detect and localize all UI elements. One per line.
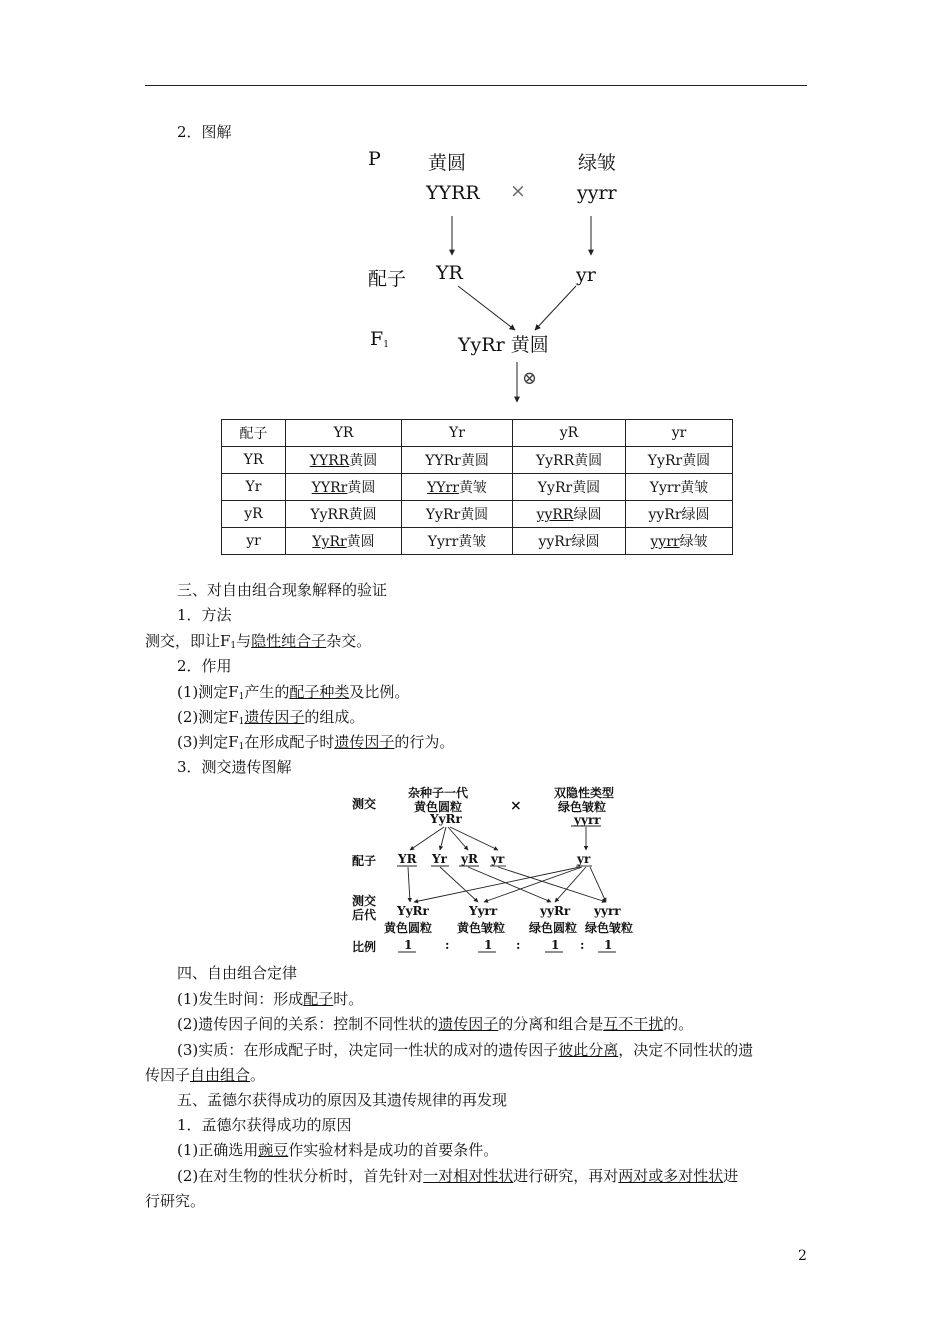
text-run: 进行研究，再对 — [513, 1167, 619, 1185]
cell-genotype: YyRR — [535, 453, 575, 469]
cell-genotype: YYRr — [311, 480, 348, 496]
f1-letter: F — [370, 328, 384, 350]
cell-genotype: Yyrr — [427, 534, 459, 550]
punnett-cell — [513, 501, 626, 528]
ratio-colon: : — [516, 938, 521, 952]
punnett-row — [222, 528, 733, 555]
punnett-row — [222, 447, 733, 474]
text-run: (1)测定F — [177, 683, 239, 701]
text-run: (3)判定F — [177, 733, 239, 751]
cross-symbol: × — [510, 180, 526, 202]
cell-genotype: yyRr — [648, 507, 682, 523]
cell-genotype: YYrr — [427, 480, 459, 496]
blank-answer: 彼此分离 — [558, 1041, 619, 1059]
offspring-genotype: yyrr — [594, 904, 621, 918]
parent1-phenotype: 黄圆 — [428, 152, 467, 174]
cell-phenotype: 黄圆 — [460, 507, 489, 523]
cell-phenotype: 黄圆 — [349, 453, 378, 469]
cell-phenotype: 黄皱 — [458, 534, 487, 550]
blank-answer: 遗传因子 — [438, 1015, 499, 1033]
row-label-offspring-2: 后代 — [352, 908, 377, 922]
role-heading: 2．作用 — [177, 657, 232, 675]
punnett-cell — [513, 474, 626, 501]
recessive-genotype: yyrr — [574, 813, 601, 827]
p-label: P — [368, 148, 381, 170]
recessive-line-1: 双隐性类型 — [554, 786, 615, 800]
row-label-cross: 测交 — [352, 797, 377, 811]
text-run: 及比例。 — [349, 683, 410, 701]
cell-genotype: YyRr — [647, 453, 683, 469]
text-run: 时。 — [333, 990, 364, 1008]
section-3-heading: 三、对自由组合现象解释的验证 — [177, 581, 388, 599]
blank-answer: 隐性纯合子 — [251, 632, 327, 650]
blank-answer: 豌豆 — [258, 1141, 289, 1159]
hybrid-line-2: 黄色圆粒 — [414, 800, 463, 814]
punnett-table — [221, 419, 733, 555]
section-5-heading: 五、孟德尔获得成功的原因及其遗传规律的再发现 — [177, 1091, 508, 1109]
blank-answer: 配子 — [303, 990, 334, 1008]
punnett-cell — [286, 474, 402, 501]
cell-phenotype: 黄圆 — [346, 534, 375, 550]
text-run: (1)正确选用 — [177, 1141, 259, 1159]
ratio-colon: : — [445, 938, 450, 952]
text-run: 杂交。 — [326, 632, 372, 650]
cell-genotype: YyRr — [425, 507, 461, 523]
blank-answer: 两对或多对性状 — [618, 1167, 724, 1185]
offspring-genotype: Yyrr — [469, 904, 498, 918]
text-run: 在形成配子时 — [244, 733, 335, 751]
parent1-genotype: YYRR — [426, 182, 480, 204]
law-essence-cont — [145, 1065, 265, 1085]
recessive-line-2: 绿色皱粒 — [558, 800, 607, 814]
role-item-2 — [177, 707, 364, 732]
row-head: yR — [222, 501, 286, 528]
col-head: YR — [286, 420, 402, 447]
row-label-offspring-1: 测交 — [352, 894, 377, 908]
blank-answer: 配子种类 — [289, 683, 350, 701]
cell-phenotype: 绿圆 — [681, 507, 710, 523]
punnett-cell — [626, 501, 733, 528]
text-run: ，决定不同性状的遗 — [618, 1041, 754, 1059]
blank-answer: 遗传因子 — [244, 708, 305, 726]
section-4-heading: 四、自由组合定律 — [177, 964, 298, 982]
col-head: yR — [513, 420, 626, 447]
diagram-heading: 3．测交遗传图解 — [177, 758, 292, 776]
cell-phenotype: 绿圆 — [573, 507, 602, 523]
punnett-cell — [402, 528, 513, 555]
role-item-1 — [177, 682, 409, 707]
punnett-cell — [402, 447, 513, 474]
testcross-gamete: Yr — [432, 852, 447, 866]
offspring-genotype: YyRr — [397, 904, 429, 918]
gamete-1: YR — [436, 262, 463, 284]
f1-label — [370, 328, 389, 350]
cell-phenotype: 黄皱 — [680, 480, 709, 496]
page-number: 2 — [798, 1248, 807, 1264]
subscript: 1 — [238, 717, 245, 727]
testcross-gamete: yR — [461, 852, 478, 866]
parent2-genotype: yyrr — [577, 182, 617, 204]
row-label-gamete: 配子 — [352, 854, 377, 868]
blank-answer: 互不干扰 — [603, 1015, 664, 1033]
success-item-2-cont: 行研究。 — [145, 1192, 206, 1210]
cell-phenotype: 黄圆 — [574, 453, 603, 469]
text-run: (2)在对生物的性状分析时，首先针对 — [177, 1167, 424, 1185]
recessive-gamete: yr — [577, 852, 591, 866]
cell-phenotype: 黄圆 — [348, 507, 377, 523]
testcross-cross-symbol: × — [510, 798, 522, 814]
cell-genotype: YyRr — [312, 534, 347, 550]
punnett-cell — [626, 528, 733, 555]
ratio-value: 1 — [404, 938, 413, 952]
cell-phenotype: 黄圆 — [572, 480, 601, 496]
text-run: 作实验材料是成功的首要条件。 — [288, 1141, 499, 1159]
header-rule — [145, 85, 807, 86]
offspring-genotype: yyRr — [540, 904, 571, 918]
hybrid-genotype: YyRr — [430, 812, 462, 826]
punnett-header-row — [222, 420, 733, 447]
punnett-cell — [286, 501, 402, 528]
text-run: 产生的 — [244, 683, 290, 701]
hybrid-line-1: 杂种子一代 — [408, 786, 469, 800]
cell-phenotype: 黄圆 — [460, 453, 489, 469]
punnett-row — [222, 501, 733, 528]
ratio-colon: : — [580, 938, 585, 952]
text-run: (3)实质：在形成配子时，决定同一性状的成对的遗传因子 — [177, 1041, 559, 1059]
cell-phenotype: 绿圆 — [571, 534, 600, 550]
law-essence — [177, 1040, 753, 1060]
subscript: 1 — [238, 742, 245, 752]
text-run: 的分离和组合是 — [498, 1015, 604, 1033]
ratio-value: 1 — [484, 938, 493, 952]
cell-genotype: Yyrr — [649, 480, 681, 496]
ratio-value: 1 — [551, 938, 560, 952]
cell-phenotype: 黄皱 — [458, 480, 487, 496]
testcross-diagram — [348, 780, 648, 960]
cell-genotype: yyRr — [538, 534, 572, 550]
cell-genotype: YYRR — [309, 453, 350, 469]
gamete-label: 配子 — [368, 268, 407, 290]
text-run: 的组成。 — [304, 708, 365, 726]
punnett-cell — [626, 474, 733, 501]
offspring-phenotype: 绿色圆粒 — [529, 921, 578, 935]
punnett-cell — [402, 474, 513, 501]
cell-genotype: yyRR — [536, 507, 574, 523]
row-label-ratio: 比例 — [352, 940, 377, 954]
success-item-1 — [177, 1140, 498, 1160]
law-relation — [177, 1014, 693, 1034]
punnett-cell — [286, 528, 402, 555]
row-head: yr — [222, 528, 286, 555]
cell-genotype: YYRr — [425, 453, 461, 469]
success-heading: 1．孟德尔获得成功的原因 — [177, 1116, 352, 1134]
text-run: 。 — [250, 1066, 266, 1084]
gamete-2: yr — [576, 264, 596, 286]
punnett-cell — [286, 447, 402, 474]
blank-answer: 遗传因子 — [334, 733, 395, 751]
subscript: 1 — [238, 692, 245, 702]
punnett-cell — [513, 528, 626, 555]
text-run: 与 — [236, 632, 252, 650]
law-time — [177, 989, 363, 1009]
parent2-phenotype: 绿皱 — [578, 152, 617, 174]
testcross-gamete: yr — [491, 852, 505, 866]
text-run: 进 — [723, 1167, 739, 1185]
punnett-row — [222, 474, 733, 501]
f1-subscript: 1 — [383, 340, 389, 350]
text-run: 传因子 — [145, 1066, 191, 1084]
method-heading: 1．方法 — [177, 606, 232, 624]
cell-genotype: YyRr — [537, 480, 573, 496]
testcross-gamete: YR — [398, 852, 417, 866]
ratio-value: 1 — [604, 938, 613, 952]
blank-answer: 一对相对性状 — [423, 1167, 514, 1185]
punnett-cell — [402, 501, 513, 528]
cell-phenotype: 黄圆 — [347, 480, 376, 496]
cross-diagram — [330, 140, 660, 415]
offspring-phenotype: 黄色圆粒 — [384, 921, 433, 935]
method-text — [145, 631, 371, 656]
self-cross-icon: ⊗ — [522, 368, 538, 389]
text-run: (2)测定F — [177, 708, 239, 726]
role-item-3 — [177, 732, 454, 757]
cell-genotype: YyRR — [310, 507, 349, 523]
offspring-phenotype: 黄色皱粒 — [457, 921, 506, 935]
text-run: 的行为。 — [394, 733, 455, 751]
text-run: (1)发生时间：形成 — [177, 990, 304, 1008]
subscript: 1 — [230, 641, 237, 651]
text-run: 测交，即让F — [145, 632, 231, 650]
offspring-phenotype: 绿色皱粒 — [585, 921, 634, 935]
success-item-2 — [177, 1166, 738, 1186]
punnett-cell — [626, 447, 733, 474]
text-run: (2)遗传因子间的关系：控制不同性状的 — [177, 1015, 439, 1033]
section-2-heading: 2．图解 — [177, 123, 232, 141]
cell-phenotype: 绿皱 — [679, 534, 708, 550]
f1-result: YyRr 黄圆 — [458, 334, 549, 356]
blank-answer: 自由组合 — [190, 1066, 251, 1084]
cell-phenotype: 黄圆 — [682, 453, 711, 469]
row-head: Yr — [222, 474, 286, 501]
cell-genotype: yyrr — [650, 534, 680, 550]
col-head: yr — [626, 420, 733, 447]
col-head: Yr — [402, 420, 513, 447]
text-run: 的。 — [663, 1015, 694, 1033]
punnett-cell — [513, 447, 626, 474]
row-head: YR — [222, 447, 286, 474]
punnett-corner: 配子 — [222, 420, 286, 447]
